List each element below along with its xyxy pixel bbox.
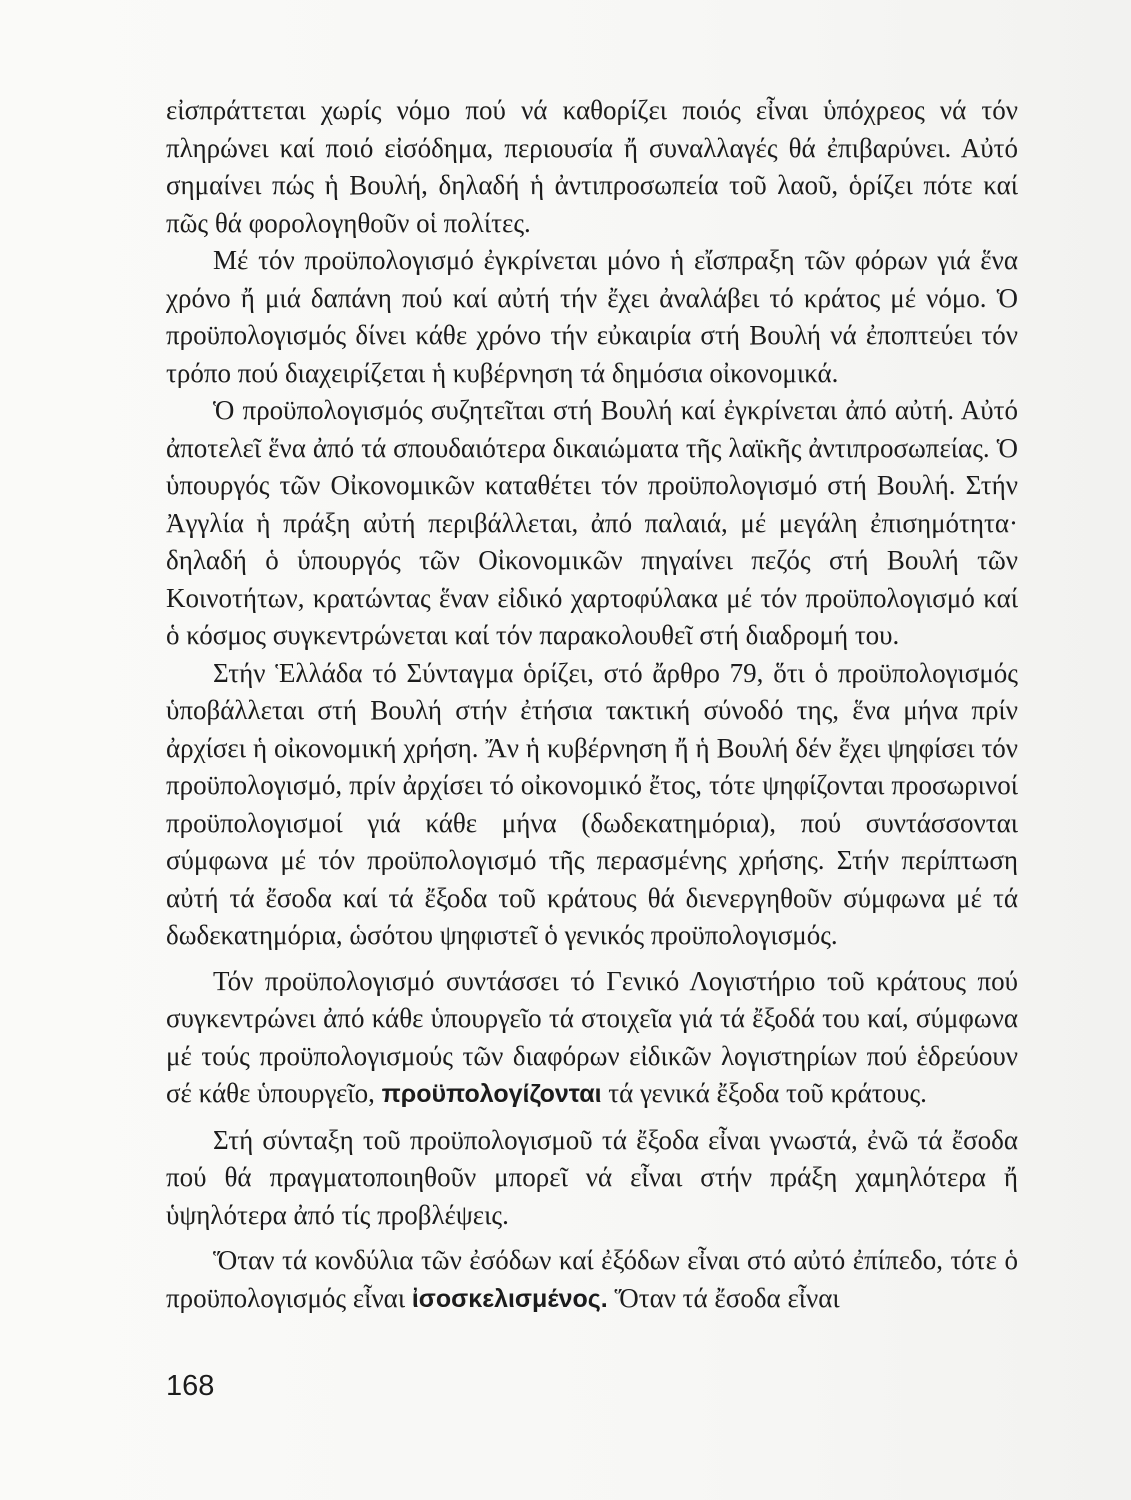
paragraph-6-text: Στή σύνταξη τοῦ προϋπολογισμοῦ τά ἔξοδα εἶναι γνωστά, ἐνῶ τά ἔσοδα πού θά πραγματοποιηθοῦν μπορεῖ νά εἶναι στήν πράξη χαμηλότερα ἤ ὑψηλότερα ἀπό τίς προβλέψεις. [166, 1124, 1018, 1230]
paragraph-1-text: εἰσπράττεται χωρίς νόμο πού νά καθορίζει ποιός εἶναι ὑπόχρεος νά τόν πληρώνει καί ποιό εἰσόδημα, περιουσία ἤ συναλλαγές θά ἐπιβαρύνει. Αὐτό σημαίνει πώς ἡ Βουλή, δηλαδή ἡ ἀντιπροσωπεία τοῦ λαοῦ, ὁρίζει πότε καί πῶς θά φορολογηθοῦν οἱ πολίτες. [166, 95, 1018, 238]
paragraph-1 [166, 92, 1018, 242]
paragraph-5-text-before: Τόν προϋπολογισμό συντάσσει τό Γενικό Λογιστήριο τοῦ κράτους πού συγκεντρώνει ἀπό κάθε ὑπουργεῖο τά στοιχεῖα γιά τά ἔξοδά του καί, σύμφωνα μέ τούς προϋπολογισμούς τῶν διαφόρων εἰδικῶν λογιστηρίων πού ἑδρεύουν σέ κάθε ὑπουργεῖο, [166, 965, 1018, 1108]
paragraph-2-text: Μέ τόν προϋπολογισμό ἐγκρίνεται μόνο ἡ εἴσπραξη τῶν φόρων γιά ἕνα χρόνο ἤ μιά δαπάνη πού καί αὐτή τήν ἔχει ἀναλάβει τό κράτος μέ νόμο. Ὁ προϋπολογισμός δίνει κάθε χρόνο τήν εὐκαιρία στή Βουλή νά ἐποπτεύει τόν τρόπο πού διαχειρίζεται ἡ κυβέρνηση τά δημόσια οἰκονομικά. [166, 245, 1018, 388]
paragraph-4-text: Στήν Ἑλλάδα τό Σύνταγμα ὁρίζει, στό ἄρθρο 79, ὅτι ὁ προϋπολογισμός ὑποβάλλεται στή Βουλή στήν ἐτήσια τακτική σύνοδό της, ἕνα μήνα πρίν ἀρχίσει ἡ οἰκονομική χρήση. Ἄν ἡ κυβέρνηση ἤ ἡ Βουλή δέν ἔχει ψηφίσει τόν προϋπολογισμό, πρίν ἀρχίσει τό οἰκονομικό ἔτος, τότε ψηφίζονται προσωρινοί προϋπολογισμοί γιά κάθε μήνα (δωδεκατημόρια), πού συντάσσονται σύμφωνα μέ τόν προϋπολογισμό τῆς περασμένης χρήσης. Στήν περίπτωση αὐτή τά ἔσοδα καί τά ἔξοδα τοῦ κράτους θά διενεργηθοῦν σύμφωνα μέ τά δωδεκατημόρια, ὡσότου ψηφιστεῖ ὁ γενικός προϋπολογισμός. [166, 657, 1018, 950]
paragraph-5-text-after: τά γενικά ἔξοδα τοῦ κράτους. [608, 1078, 927, 1108]
paragraph-3 [166, 392, 1018, 655]
page-number: 168 [166, 1370, 215, 1402]
paragraph-2 [166, 242, 1018, 392]
paragraph-7 [166, 1242, 1018, 1318]
bold-term-budgeted: προϋπολογίζονται [381, 1080, 602, 1108]
body-text [166, 92, 1018, 1318]
paragraph-7-text-before: Ὅταν τά κονδύλια τῶν ἐσόδων καί ἐξόδων εἶναι στό αὐτό ἐπίπεδο, τότε ὁ προϋπολογισμός εἶναι [166, 1245, 1018, 1313]
paragraph-6 [166, 1122, 1018, 1235]
bold-term-balanced: ἰσοσκελισμένος. [411, 1284, 608, 1313]
paragraph-5 [166, 963, 1018, 1114]
paragraph-7-text-after: Ὅταν τά ἔσοδα εἶναι [614, 1282, 840, 1313]
paragraph-3-text: Ὁ προϋπολογισμός συζητεῖται στή Βουλή καί ἐγκρίνεται ἀπό αὐτή. Αὐτό ἀποτελεῖ ἕνα ἀπό τά σπουδαιότερα δικαιώματα τῆς λαϊκῆς ἀντιπροσωπείας. Ὁ ὑπουργός τῶν Οἰκονομικῶν καταθέτει τόν προϋπολογισμό στή Βουλή. Στήν Ἀγγλία ἡ πράξη αὐτή περιβάλλεται, ἀπό παλαιά, μέ μεγάλη ἐπισημότητα· δηλαδή ὁ ὑπουργός τῶν Οἰκονομικῶν πηγαίνει πεζός στή Βουλή τῶν Κοινοτήτων, κρατώντας ἕναν εἰδικό χαρτοφύλακα μέ τόν προϋπολογισμό καί ὁ κόσμος συγκεντρώνεται καί τόν παρακολουθεῖ στή διαδρομή του. [166, 395, 1018, 650]
paragraph-4 [166, 655, 1018, 955]
